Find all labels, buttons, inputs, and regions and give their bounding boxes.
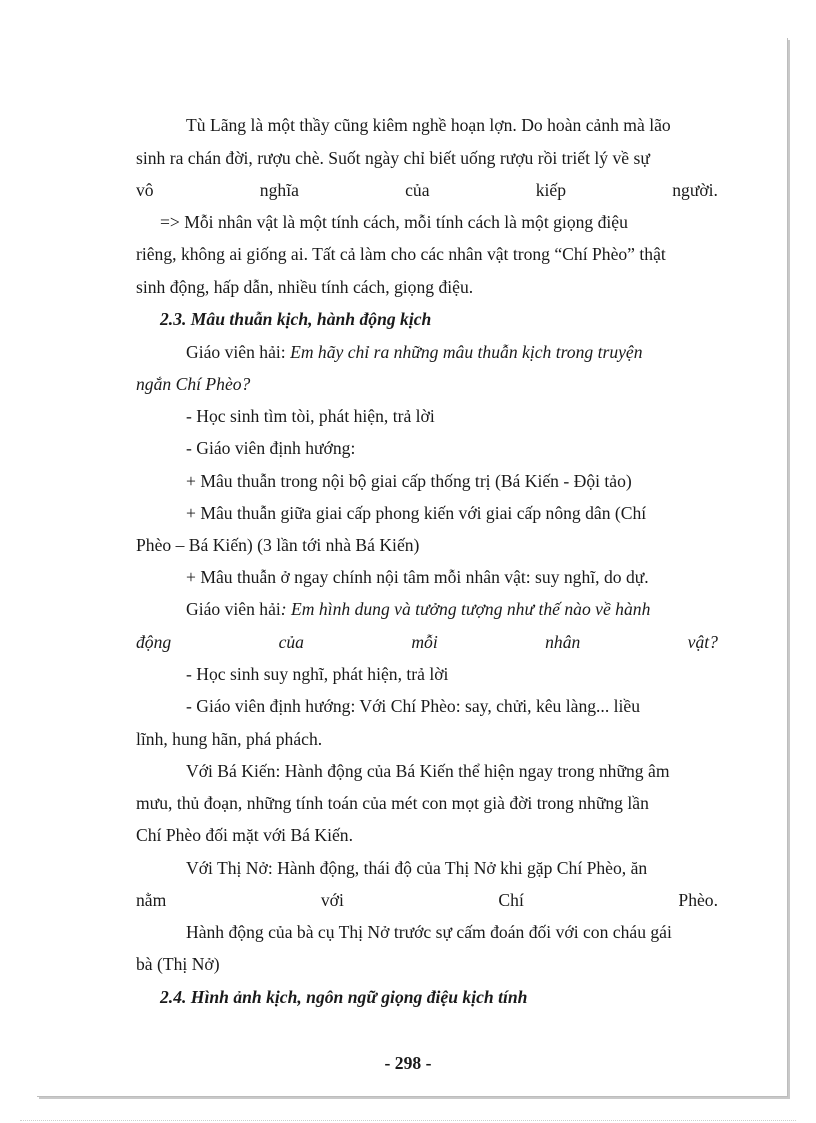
question-prefix: Giáo viên hải:	[186, 342, 291, 362]
word: nằm	[136, 890, 167, 910]
justified-line	[136, 888, 718, 912]
word: kiếp	[535, 180, 567, 200]
question-text: ngắn Chí Phèo?	[136, 374, 251, 394]
word: động	[136, 632, 172, 652]
page-number: - 298 -	[384, 1053, 432, 1073]
word: vật?	[687, 632, 718, 652]
question-prefix: Giáo viên hải	[186, 599, 281, 619]
word: mỗi	[411, 632, 438, 652]
list-item: Phèo – Bá Kiến) (3 lần tới nhà Bá Kiến)	[136, 535, 420, 555]
paragraph-line: sinh ra chán đời, rượu chè. Suốt ngày chỉ biết uống rượu rồi triết lý về sự	[136, 148, 650, 168]
word: người.	[672, 180, 718, 200]
question-text: : Em hình dung và tưởng tượng như thế nào về hành	[280, 599, 651, 619]
word: với	[320, 890, 344, 910]
paragraph-line: Hành động của bà cụ Thị Nở trước sự cấm đoán đối với con cháu gái	[186, 922, 672, 942]
word: nghĩa	[259, 180, 299, 200]
paragraph-line: riêng, không ai giống ai. Tất cả làm cho các nhân vật trong “Chí Phèo” thật	[136, 244, 666, 264]
paragraph-line: Với Thị Nở: Hành động, thái độ của Thị Nở khi gặp Chí Phèo, ăn	[186, 858, 648, 878]
paragraph-line: - Học sinh tìm tòi, phát hiện, trả lời	[186, 406, 435, 426]
paragraph-line: Với Bá Kiến: Hành động của Bá Kiến thể hiện ngay trong những âm	[186, 761, 670, 781]
section-heading-2-3: 2.3. Mâu thuẫn kịch, hành động kịch	[160, 309, 432, 329]
word: Phèo.	[678, 890, 718, 910]
paragraph-line: mưu, thủ đoạn, những tính toán của mét con mọt già đời trong những lần	[136, 793, 649, 813]
paragraph-line: - Giáo viên định hướng: Với Chí Phèo: say, chửi, kêu làng... liều	[186, 696, 641, 716]
paragraph-line: - Giáo viên định hướng:	[186, 438, 356, 458]
justified-line	[136, 178, 718, 202]
list-item: + Mâu thuẫn ở ngay chính nội tâm mỗi nhân vật: suy nghĩ, do dự.	[186, 567, 649, 587]
word: vô	[136, 180, 154, 200]
paragraph-line: => Mỗi nhân vật là một tính cách, mỗi tính cách là một giọng điệu	[160, 212, 628, 232]
question-text: Em hãy chỉ ra những mâu thuẫn kịch trong truyện	[290, 342, 643, 362]
paragraph-line: sinh động, hấp dẫn, nhiều tính cách, giọng điệu.	[136, 277, 474, 297]
justified-line	[136, 630, 718, 654]
word: của	[278, 632, 304, 652]
paragraph-line: bà (Thị Nở)	[136, 954, 220, 974]
paragraph-line: Tù Lãng là một thầy cũng kiêm nghề hoạn lợn. Do hoàn cảnh mà lão	[186, 115, 671, 135]
paragraph-line: lĩnh, hung hãn, phá phách.	[136, 729, 323, 749]
paragraph-line: - Học sinh suy nghĩ, phát hiện, trả lời	[186, 664, 449, 684]
list-item: + Mâu thuẫn trong nội bộ giai cấp thống trị (Bá Kiến - Đội tảo)	[186, 471, 632, 491]
list-item: + Mâu thuẫn giữa giai cấp phong kiến với giai cấp nông dân (Chí	[186, 503, 647, 523]
word: Chí	[498, 890, 524, 910]
section-heading-2-4: 2.4. Hình ảnh kịch, ngôn ngữ giọng điệu kịch tính	[160, 987, 528, 1007]
question-line	[186, 597, 718, 621]
page-divider	[20, 1120, 796, 1121]
paragraph-line: Chí Phèo đối mặt với Bá Kiến.	[136, 825, 353, 845]
word: nhân	[545, 632, 581, 652]
word: của	[405, 180, 430, 200]
question-line	[186, 340, 718, 364]
